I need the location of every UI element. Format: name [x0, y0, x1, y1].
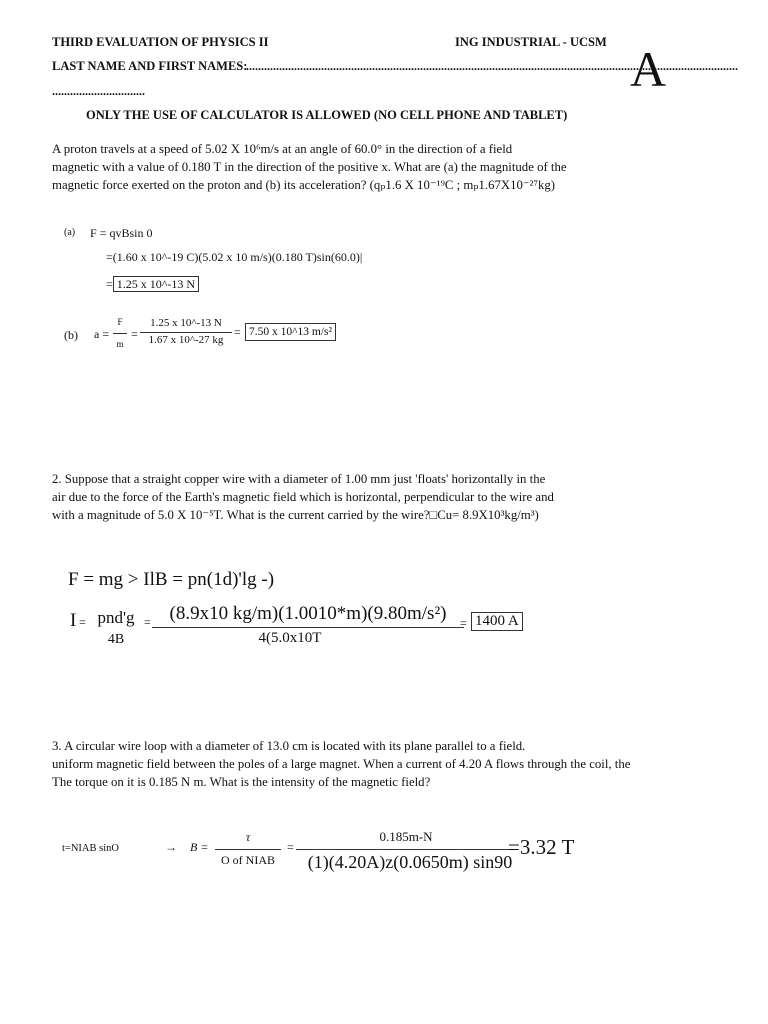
- p1-eq-sign: =: [106, 277, 113, 291]
- p1-frac-m: m: [116, 339, 124, 349]
- p1-eq-sign-b: =: [131, 327, 138, 341]
- p2-eq-sign-3: =: [460, 616, 467, 630]
- problem3-line: 3. A circular wire loop with a diameter of 13.0 cm is located with its plane parallel to a field.: [52, 739, 526, 753]
- p3-formula: t=NIAB sinO: [62, 843, 119, 854]
- p2-frac1-num: pnd'g: [97, 608, 135, 627]
- p1-frac-bar-1: [113, 333, 127, 334]
- p3-tau: τ: [245, 830, 251, 844]
- version-letter: A: [630, 41, 667, 97]
- problem2-line: 2. Suppose that a straight copper wire with a diameter of 1.00 mm just 'floats' horizontally in the: [52, 472, 546, 486]
- p3-frac-bar-1: [215, 849, 281, 850]
- p1-frac-num: 1.25 x 10^-13 N: [150, 317, 222, 329]
- p2-frac2-bar: [152, 627, 464, 628]
- p1-substitution: =(1.60 x 10^-19 C)(5.02 x 10 m/s)(0.180 T)sin(60.0)|: [106, 250, 363, 264]
- p2-frac2-den: 4(5.0x10T: [258, 630, 322, 646]
- problem1-statement: [52, 140, 692, 194]
- problem1-line: A proton travels at a speed of 5.02 X 10⁶m/s at an angle of 60.0° in the direction of a field: [52, 142, 513, 156]
- p3-frac-bar-2: [296, 849, 516, 850]
- problem3-line: The torque on it is 0.185 N m. What is the intensity of the magnetic field?: [52, 775, 431, 789]
- name-dots-line: ....................................................................................................................................................................: [246, 59, 738, 73]
- p3-result: =3.32 T: [508, 835, 575, 859]
- p1-result-b: 7.50 x 10^13 m/s²: [245, 323, 336, 341]
- p1-result-a: [106, 277, 199, 292]
- p2-eq-sign-1: =: [79, 615, 86, 629]
- problem2-line: with a magnitude of 5.0 X 10⁻⁵T. What is the current carried by the wire?□Cu= 8.9X10³kg/m³): [52, 508, 539, 522]
- arrow-icon: →: [165, 840, 177, 854]
- p3-frac-den: (1)(4.20A)z(0.0650m) sin90: [307, 852, 513, 872]
- p1-a-eq: a =: [94, 327, 110, 341]
- p2-frac2-num: (8.9x10 kg/m)(1.0010*m)(9.80m/s²): [169, 603, 447, 624]
- problem1-line: magnetic force exerted on the proton and (b) its acceleration? (qₚ1.6 X 10⁻¹⁹C ; mₚ1.67X10⁻²⁷kg): [52, 178, 556, 192]
- p1-eq-sign-c: =: [234, 325, 241, 339]
- institution: ING INDUSTRIAL - UCSM: [455, 35, 607, 49]
- p2-I: I: [70, 610, 77, 631]
- p2-eq-sign-2: =: [144, 615, 151, 629]
- p3-frac-num: 0.185m-N: [379, 829, 433, 844]
- name-label: LAST NAME AND FIRST NAMES:: [52, 59, 248, 73]
- p1-part-b-label: (b): [64, 328, 78, 342]
- problem3-statement: [52, 737, 742, 791]
- p1-result-box: 1.25 x 10^-13 N: [113, 276, 199, 292]
- exam-title: THIRD EVALUATION OF PHYSICS II: [52, 35, 269, 49]
- p3-tau-den: O of NIAB: [221, 853, 275, 867]
- p3-eq-sign: =: [287, 840, 294, 854]
- instruction: ONLY THE USE OF CALCULATOR IS ALLOWED (NO CELL PHONE AND TABLET): [86, 108, 568, 122]
- problem2-line: air due to the force of the Earth's magnetic field which is horizontal, perpendicular to the wire and: [52, 490, 554, 504]
- problem3-line: uniform magnetic field between the poles of a large magnet. When a current of 4.20 A flows through the coil, the: [52, 757, 631, 771]
- p2-frac1-den: 4B: [107, 632, 125, 647]
- name-dots-line-2: ...............................: [52, 84, 145, 98]
- p3-B-eq: B =: [190, 840, 209, 854]
- p1-frac-bar-2: [140, 332, 232, 333]
- problem1-line: magnetic with a value of 0.180 T in the direction of the positive x. What are (a) the magnitude of the: [52, 160, 567, 174]
- problem2-statement: [52, 470, 712, 524]
- p2-equation: F = mg > IlB = pn(1d)'lg -): [68, 569, 275, 590]
- p1-frac-den: 1.67 x 10^-27 kg: [148, 334, 224, 346]
- p1-part-a-label: (a): [64, 227, 76, 238]
- p1-frac-F: F: [117, 317, 123, 327]
- p1-formula: F = qvBsin 0: [90, 226, 153, 240]
- p2-result-box: 1400 A: [471, 612, 523, 631]
